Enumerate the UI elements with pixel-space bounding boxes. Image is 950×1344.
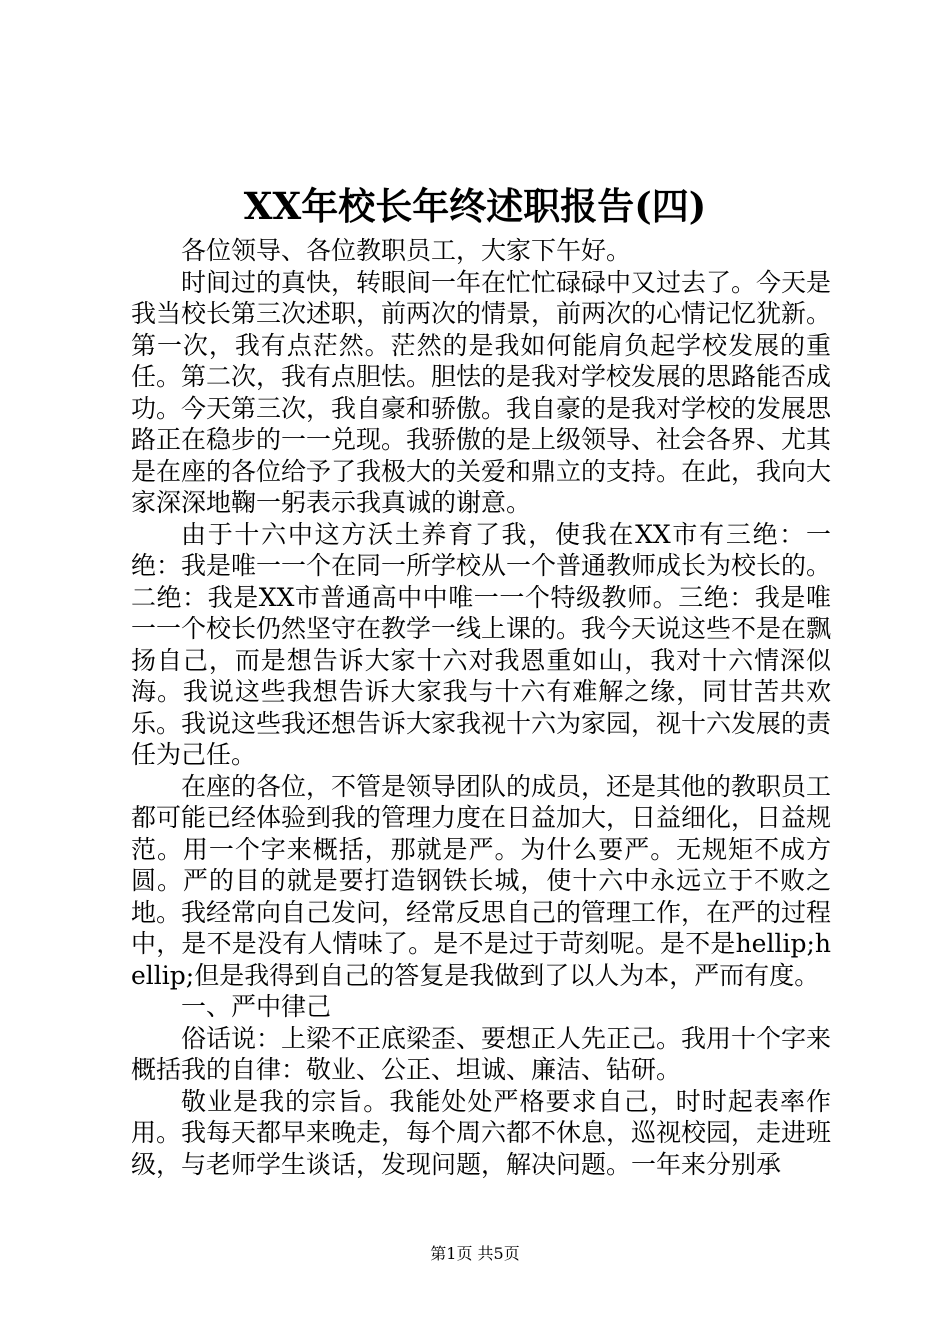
paragraph-intro: 时间过的真快，转眼间一年在忙忙碌碌中又过去了。今天是我当校长第三次述职，前两次的情景，前两次的心情记忆犹新。第一次，我有点茫然。茫然的是我如何能肩负起学校发展的重任。第二次，我有点胆怯。胆怯的是我对学校发展的思路能否成功。今天第三次，我自豪和骄傲。我自豪的是我对学校的发展思路正在稳步的一一兑现。我骄傲的是上级领导、社会各界、尤其是在座的各位给予了我极大的关爱和鼎立的支持。在此，我向大家深深地鞠一躬表示我真诚的谢意。 [131,267,832,517]
paragraph-strict-management: 在座的各位，不管是领导团队的成员，还是其他的教职员工都可能已经体验到我的管理力度在日益加大，日益细化，日益规范。用一个字来概括，那就是严。为什么要严。无规矩不成方圆。严的目的就是要打造钢铁长城，使十六中永远立于不败之地。我经常向自己发问，经常反思自己的管理工作，在严的过程中，是不是没有人情味了。是不是过于苛刻呢。是不是hellip;hellip;但是我得到自己的答复是我做到了以人为本，严而有度。 [131,771,832,990]
paragraph-self-discipline: 俗话说：上梁不正底梁歪、要想正人先正己。我用十个字来概括我的自律：敬业、公正、坦诚、廉洁、钻研。 [131,1023,832,1084]
paragraph-three-achievements: 由于十六中这方沃土养育了我，使我在XX市有三绝：一绝：我是唯一一个在同一所学校从一个普通教师成长为校长的。二绝：我是XX市普通高中中唯一一个特级教师。三绝：我是唯一一个校长仍然坚守在教学一线上课的。我今天说这些不是在飘扬自己，而是想告诉大家十六对我恩重如山，我对十六情深似海。我说这些我想告诉大家我与十六有难解之缘，同甘苦共欢乐。我说这些我还想告诉大家我视十六为家园，视十六发展的责任为己任。 [131,519,832,769]
paragraph-greeting: 各位领导、各位教职员工，大家下午好。 [181,236,632,265]
paragraph-dedication: 敬业是我的宗旨。我能处处严格要求自己，时时起表率作用。我每天都早来晚走，每个周六都不休息，巡视校园，走进班级，与老师学生谈话，发现问题，解决问题。一年来分别承 [131,1086,832,1179]
section-heading-self-discipline: 一、严中律己 [181,992,332,1021]
document-body [131,235,831,1180]
page-number-footer: 第1页 共5页 [430,1244,520,1263]
document-title: XX年校长年终述职报告(四) [243,184,707,228]
